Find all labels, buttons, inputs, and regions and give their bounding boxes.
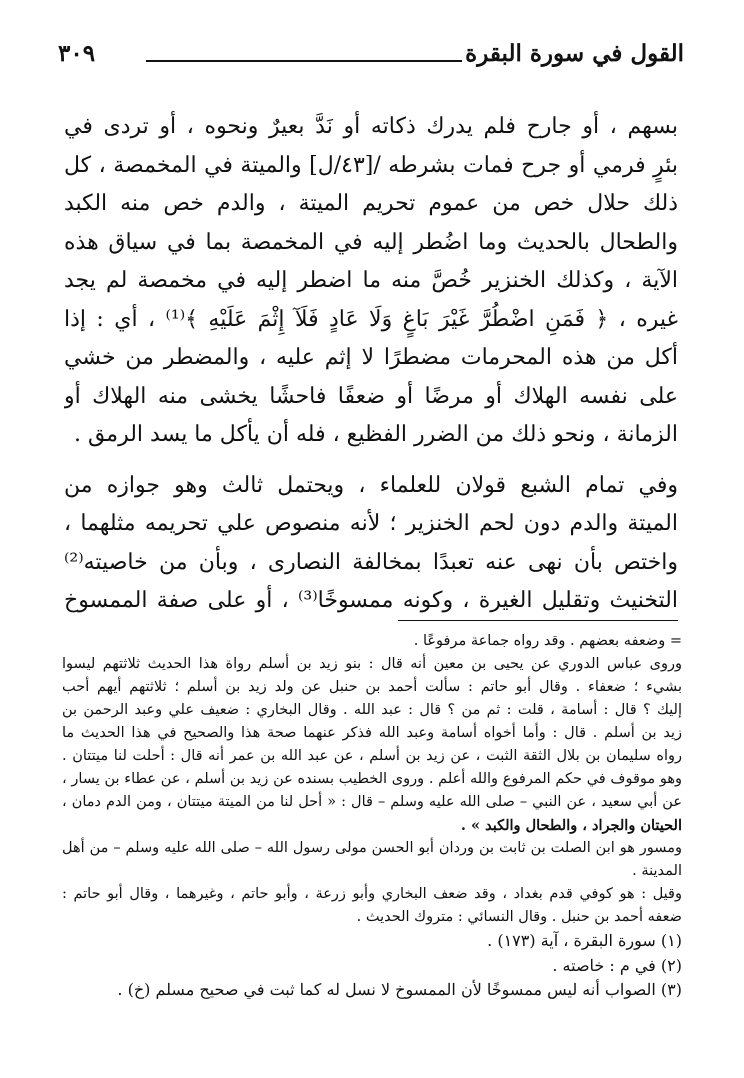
text-line: التخنيث وتقليل الغيرة ، وكونه ممسوخًا⁽³⁾ ، أو على صفة الممسوخ [64, 588, 678, 613]
paragraph-gap [64, 455, 678, 467]
footnote-line: إليك ؟ قال : أسامة ، قلت : ثم من ؟ قال : عبد الله . وقال البخاري : ضعيف علي وعبد الرحمن بن [62, 702, 682, 718]
footnote-line: بشيء ؛ ضعفاء . وقال أبو حاتم : سألت أحمد بن حنبل عن ولد زيد بن أسلم ؛ ثلاثتهم أيهم أحب [62, 679, 682, 695]
text-line: بئرٍ فرمي أو جرح فمات بشرطه /[٤٣/ل] والميتة في المخمصة ، كل [64, 152, 678, 178]
footnote-3: (٣) الصواب أنه ليس ممسوخًا لأن الممسوخ لا نسل له كما ثبت في صحيح مسلم (خ) . [117, 980, 682, 999]
text-line: أكل من هذه المحرمات مضطرًا لا إثم عليه ، والمضطر من خشي [64, 345, 678, 370]
page-header [58, 40, 684, 80]
text-line: واختص بأن نهى عنه تعبدًا بمخالفة النصارى ، وبأن من خاصيته⁽²⁾ [64, 549, 678, 575]
footnote-line: رواه سليمان بن بلال الثقة الثبت ، عن زيد بن أسلم ، عن عبد الله بن عمر أنه قال : أحلت لنا ميتتان . [62, 748, 682, 764]
footnote-1: (١) سورة البقرة ، آية (١٧٣) . [487, 931, 682, 950]
quran-verse-line: غيره ، ﴿ فَمَنِ اضْطُرَّ غَيْرَ بَاغٍ وَلَا عَادٍ فَلَآ إِثْمَ عَلَيْهِ ﴾⁽¹⁾ ، أي : إذا [64, 306, 678, 332]
footnote-2: (٢) في م : خاصته . [552, 955, 682, 975]
footnote-line: ضعفه أحمد بن حنبل . وقال النسائي : متروك الحديث . [356, 909, 682, 925]
footnote-separator [398, 620, 678, 621]
footnote-line: وقيل : هو كوفي قدم بغداد ، وقد ضعف البخاري وأبو زرعة ، وأبو حاتم ، وغيرهما ، وقال أبو حاتم : [62, 886, 682, 902]
text-line: وفي تمام الشبع قولان للعلماء ، ويحتمل ثالث وهو جوازه من [64, 472, 678, 498]
footnote-line: المدينة . [632, 863, 682, 879]
footnotes [62, 630, 682, 1003]
footnote-line: زيد بن أسلم . قال : وأما أخواه أسامة وعبد الله فذكر عنهما صحة هذا والصحيح في هذا الحديث ما [62, 725, 682, 741]
text-line: والطحال بالحديث وما اضُطر إليه في المخمصة بما في سياق هذه [64, 229, 678, 255]
text-line: بسهم ، أو جارح فلم يدرك ذكاته أو نَدَّ بعيرٌ ونحوه ، أو تردى في [64, 114, 678, 139]
text-line: الميتة والدم دون لحم الخنزير ؛ لأنه منصوص علي تحريمه مثلهما ، [64, 511, 678, 536]
footnote-line: وهو موقوف في حكم المرفوع والله أعلم . وروى الخطيب بسنده عن زيد بن أسلم ، عن عطاء بن يسار ، [62, 771, 682, 787]
text-line: على نفسه الهلاك أو مرضًا أو ضعفًا فاحشًا يخشى منه الهلاك أو [64, 383, 678, 409]
footnote-line: الحيتان والجراد ، والطحال والكبد » . [460, 817, 682, 834]
page-number: ٣٠٩ [58, 40, 96, 67]
main-text [64, 108, 678, 621]
running-title: القول في سورة البقرة [465, 40, 684, 67]
footnote-line: وروى عباس الدوري عن يحيى بن معين أنه قال : بنو زيد بن أسلم رواة هذا الحديث ثلاثتهم ليسوا [62, 656, 682, 672]
footnote-line: = وضعفه بعضهم . وقد رواه جماعة مرفوعًا . [413, 633, 682, 649]
footnote-line: عن أبي سعيد ، عن النبي – صلى الله عليه وسلم – قال : « أحل لنا من الميتة ميتتان ، ومن الدم دمان ، [62, 794, 682, 810]
header-rule [146, 60, 462, 62]
text-line: الآية ، وكذلك الخنزير خُصَّ منه ما اضطر إليه في مخمصة لم يجد [64, 268, 678, 293]
footnote-line: ومسور هو ابن الصلت بن ثابت بن وردان أبو الحسن مولى رسول الله – صلى الله عليه وسلم – من أهل [62, 840, 682, 856]
text-line: ذلك حلال خص من عموم تحريم الميتة ، والدم خص منه الكبد [64, 191, 678, 216]
text-line: الزمانة ، ونحو ذلك من الضرر الفظيع ، فله أن يأكل ما يسد الرمق . [73, 422, 678, 447]
